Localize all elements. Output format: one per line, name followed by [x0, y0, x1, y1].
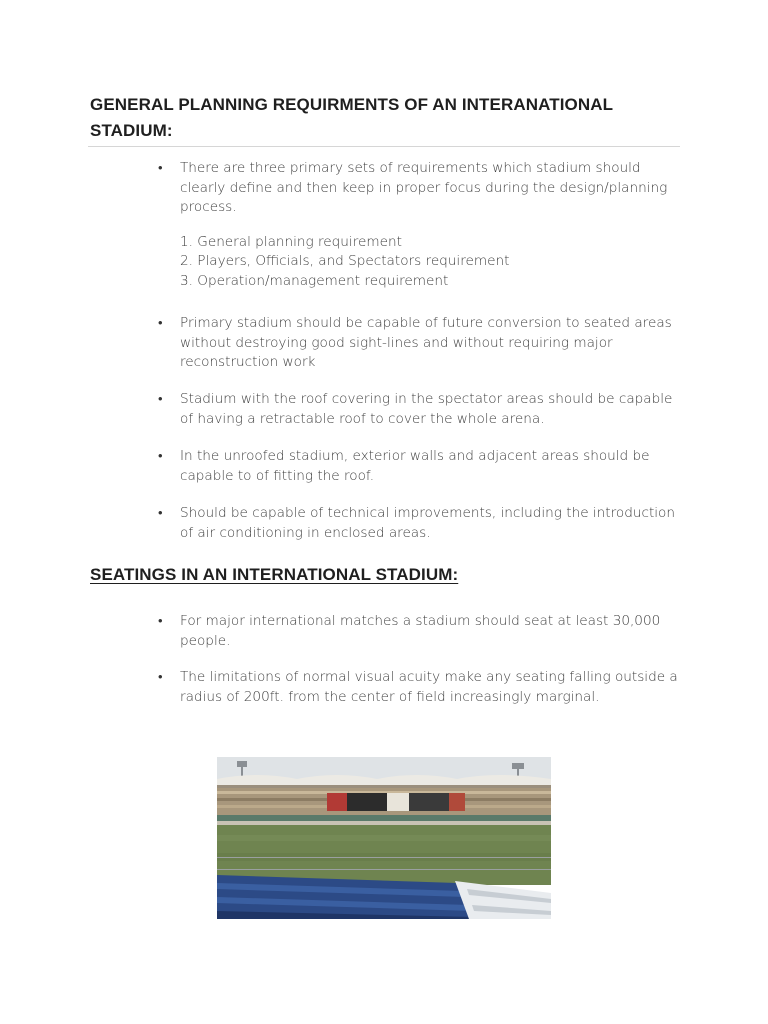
heading-divider [88, 146, 680, 147]
section-heading-seatings: SEATINGS IN AN INTERNATIONAL STADIUM: [90, 565, 459, 584]
list-item: • Should be capable of technical improvements, including the introduction of air conditioning in enclosed areas. [158, 504, 678, 543]
numbered-item: 1. General planning requirement [180, 233, 402, 250]
list-item: • Stadium with the roof covering in the spectator areas should be capable of having a retractable roof to cover the whole arena. [158, 390, 678, 429]
bullet-list [158, 447, 678, 486]
bullet-list [158, 390, 678, 429]
list-item: • Primary stadium should be capable of future conversion to seated areas without destroying good sight-lines and without requiring major reconstruction work [158, 314, 678, 373]
bullet-list [158, 504, 678, 543]
list-item: • In the unroofed stadium, exterior walls and adjacent areas should be capable to of fitting the roof. [158, 447, 678, 486]
bullet-list [158, 612, 678, 651]
section-heading-planning: GENERAL PLANNING REQUIRMENTS OF AN INTERANATIONAL STADIUM: [90, 95, 613, 140]
stadium-photo [217, 757, 551, 919]
bullet-text: There are three primary sets of requirements which stadium should clearly define and then keep in proper focus during the design/planning process. [180, 160, 668, 215]
list-item: • The limitations of normal visual acuity make any seating falling outside a radius of 200ft. from the center of field increasingly marginal. [158, 668, 678, 707]
numbered-list [180, 233, 678, 292]
list-item: • For major international matches a stadium should seat at least 30,000 people. [158, 612, 678, 651]
list-item [158, 159, 678, 291]
numbered-item: 3. Operation/management requirement [180, 272, 449, 289]
bullet-list [158, 668, 678, 707]
bullet-list [158, 159, 678, 291]
numbered-item: 2. Players, Officials, and Spectators requirement [180, 253, 510, 269]
bullet-list [158, 314, 678, 373]
